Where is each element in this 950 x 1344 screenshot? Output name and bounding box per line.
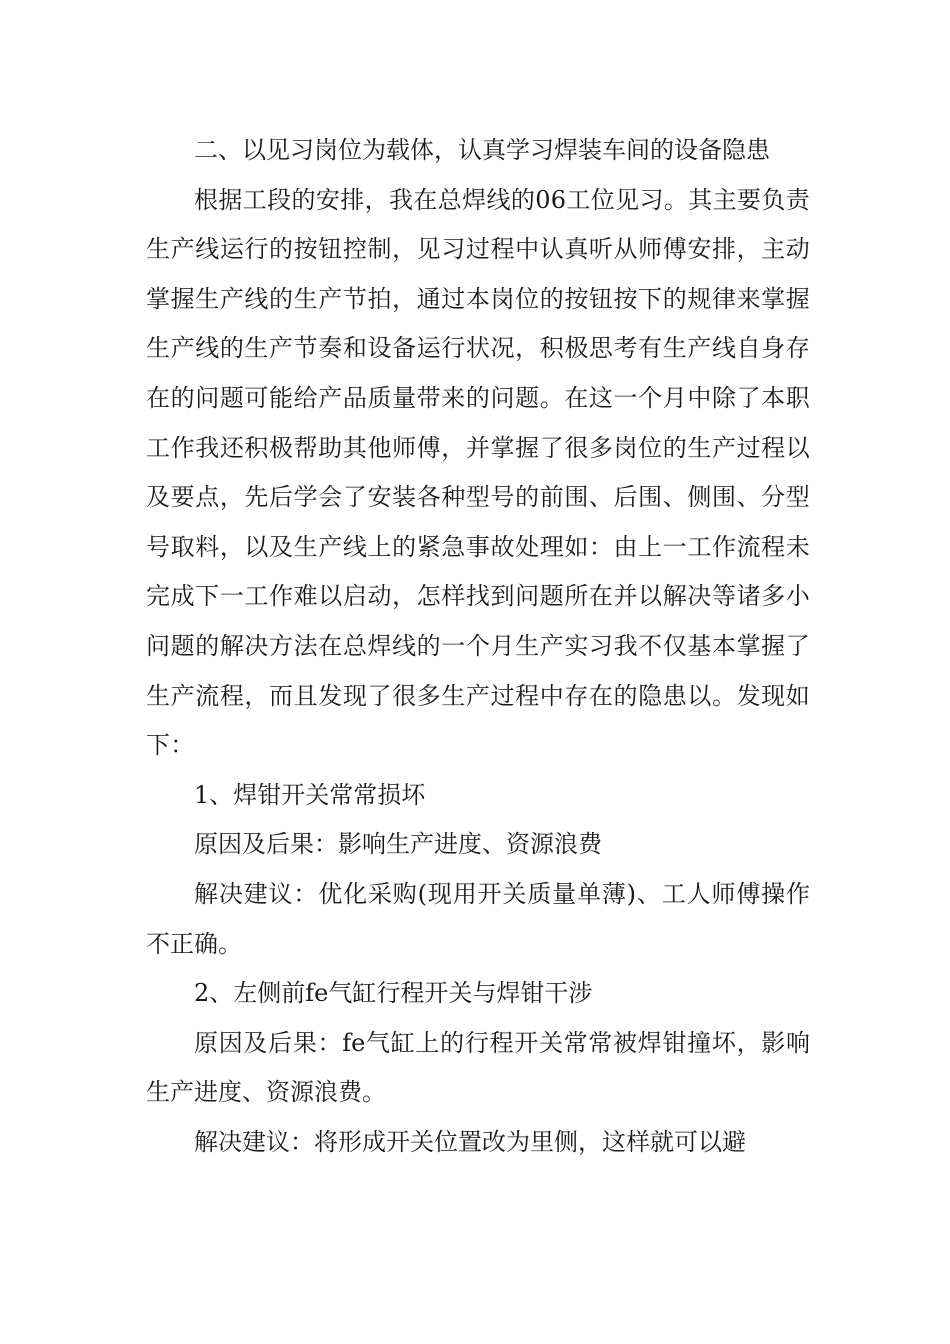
list-item-heading: 1、焊钳开关常常损坏 — [194, 780, 426, 809]
cause-paragraph: 原因及后果：fe气缸上的行程开关常常被焊钳撞坏，影响生产进度、资源浪费。 — [146, 1028, 810, 1107]
cause-paragraph: 原因及后果：影响生产进度、资源浪费 — [194, 830, 602, 859]
suggestion-paragraph: 解决建议：优化采购(现用开关质量单薄)、工人师傅操作不正确。 — [146, 879, 810, 958]
list-item-heading: 2、左侧前fe气缸行程开关与焊钳干涉 — [194, 979, 593, 1008]
section-heading: 二、以见习岗位为载体，认真学习焊装车间的设备隐患 — [194, 136, 770, 164]
document-body — [146, 126, 810, 1167]
suggestion-paragraph: 解决建议：将形成开关位置改为里侧，这样就可以避 — [194, 1127, 746, 1156]
body-paragraph: 根据工段的安排，我在总焊线的06工位见习。其主要负责生产线运行的按钮控制，见习过程中认真听从师傅安排，主动掌握生产线的生产节拍，通过本岗位的按钮按下的规律来掌握生产线的生产节奏和设备运行状况，积极思考有生产线自身存在的问题可能给产品质量带来的问题。在这一个月中除了本职工作我还积极帮助其他师傅，并掌握了很多岗位的生产过程以及要点，先后学会了安装各种型号的前围、后围、侧围、分型号取料，以及生产线上的紧急事故处理如：由上一工作流程未完成下一工作难以启动，怎样找到问题所在并以解决等诸多小问题的解决方法在总焊线的一个月生产实习我不仅基本掌握了生产流程，而且发现了很多生产过程中存在的隐患以。发现如下： — [146, 185, 810, 760]
